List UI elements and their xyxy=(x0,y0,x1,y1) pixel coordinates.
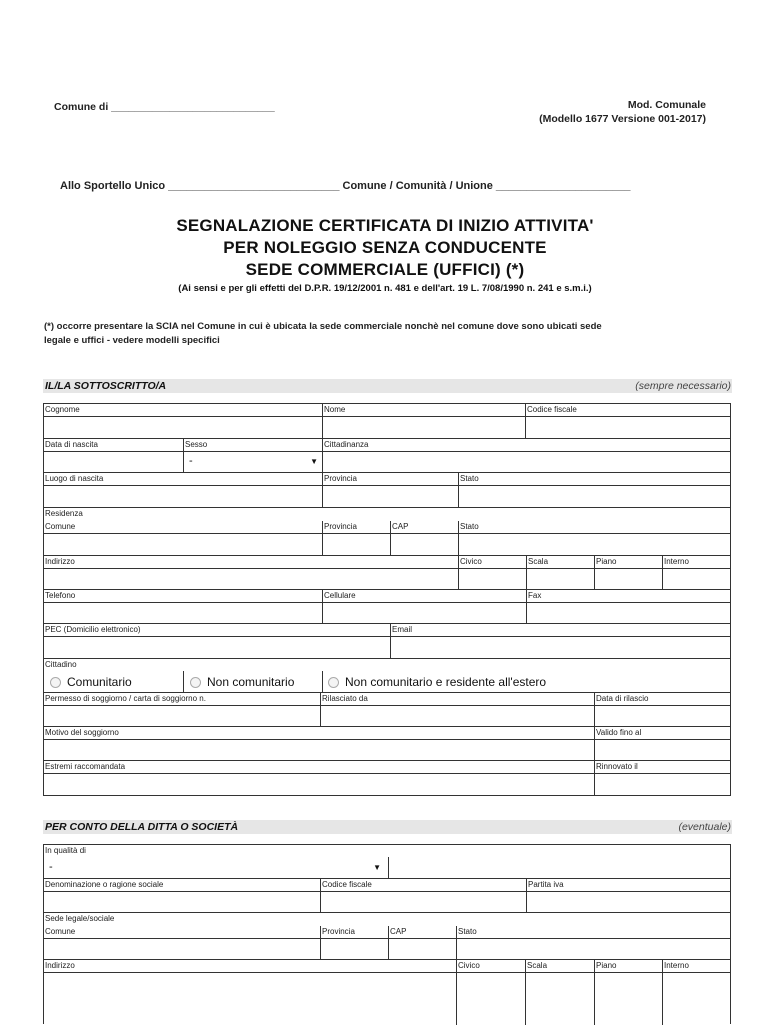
sede-provincia-label: Provincia xyxy=(321,926,389,939)
qualita-select[interactable] xyxy=(44,857,389,879)
sede-comune-label: Comune xyxy=(44,926,321,939)
nome-label: Nome xyxy=(323,404,526,417)
sede-piano-input[interactable] xyxy=(595,973,663,1025)
sede-interno-input[interactable] xyxy=(663,973,731,1025)
sesso-select[interactable] xyxy=(184,452,323,473)
section-sottoscritto-header xyxy=(43,379,732,393)
telefono-input[interactable] xyxy=(44,603,323,624)
email-input[interactable] xyxy=(391,637,731,659)
data-nascita-input[interactable] xyxy=(44,452,184,473)
sede-interno-label: Interno xyxy=(663,960,731,973)
motivo-input[interactable] xyxy=(44,740,595,761)
modello-version: (Modello 1677 Versione 001-2017) xyxy=(539,113,706,125)
cap-residenza-label: CAP xyxy=(391,521,459,534)
denominazione-input[interactable] xyxy=(44,892,321,913)
data-rilascio-input[interactable] xyxy=(595,706,731,727)
comune-residenza-input[interactable] xyxy=(44,534,323,556)
sede-cap-label: CAP xyxy=(389,926,457,939)
stato-residenza-label: Stato xyxy=(459,521,731,534)
provincia-nascita-input[interactable] xyxy=(323,486,459,508)
comune-residenza-label: Comune xyxy=(44,521,323,534)
sede-civico-label: Civico xyxy=(457,960,526,973)
telefono-label: Telefono xyxy=(44,590,323,603)
sede-indirizzo-label: Indirizzo xyxy=(44,960,457,973)
scala-input[interactable] xyxy=(527,569,595,590)
civico-input[interactable] xyxy=(459,569,527,590)
ditta-codice-fiscale-input[interactable] xyxy=(321,892,527,913)
cellulare-input[interactable] xyxy=(323,603,527,624)
cittadinanza-input[interactable] xyxy=(323,452,731,473)
chevron-down-icon: ▼ xyxy=(373,863,381,872)
cognome-label: Cognome xyxy=(44,404,323,417)
radio-comunitario[interactable]: Comunitario xyxy=(50,675,132,689)
motivo-label: Motivo del soggiorno xyxy=(44,727,595,740)
sede-scala-label: Scala xyxy=(526,960,595,973)
section-note: (sempre necessario) xyxy=(635,380,731,392)
email-label: Email xyxy=(391,624,731,637)
codice-fiscale-label: Codice fiscale xyxy=(526,404,731,417)
qualita-value: - xyxy=(49,861,53,873)
luogo-nascita-label: Luogo di nascita xyxy=(44,473,323,486)
radio-residente-estero[interactable]: Non comunitario e residente all'estero xyxy=(328,675,546,689)
denominazione-label: Denominazione o ragione sociale xyxy=(44,879,321,892)
fax-label: Fax xyxy=(527,590,731,603)
radio-non-comunitario[interactable]: Non comunitario xyxy=(190,675,294,689)
interno-input[interactable] xyxy=(663,569,731,590)
cittadino-opt1-cell xyxy=(44,671,184,693)
partita-iva-input[interactable] xyxy=(527,892,731,913)
rilasciato-label: Rilasciato da xyxy=(321,693,595,706)
codice-fiscale-input[interactable] xyxy=(526,417,731,439)
provincia-nascita-label: Provincia xyxy=(323,473,459,486)
cognome-input[interactable] xyxy=(44,417,323,439)
estremi-label: Estremi raccomandata xyxy=(44,761,595,774)
stato-nascita-label: Stato xyxy=(459,473,731,486)
indirizzo-input[interactable] xyxy=(44,569,459,590)
nome-input[interactable] xyxy=(323,417,526,439)
provincia-residenza-label: Provincia xyxy=(323,521,391,534)
legal-reference: (Ai sensi e per gli effetti del D.P.R. 19/12/2001 n. 481 e dell'art. 19 L. 7/08/1990 n. 241 e s.m.i.) xyxy=(178,283,592,294)
sesso-label: Sesso xyxy=(184,439,323,452)
permesso-label: Permesso di soggiorno / carta di soggiorno n. xyxy=(44,693,321,706)
sede-piano-label: Piano xyxy=(595,960,663,973)
title-line-1: SEGNALAZIONE CERTIFICATA DI INIZIO ATTIVITA' xyxy=(176,216,594,235)
valido-input[interactable] xyxy=(595,740,731,761)
permesso-input[interactable] xyxy=(44,706,321,727)
data-rilascio-label: Data di rilascio xyxy=(595,693,731,706)
sede-comune-input[interactable] xyxy=(44,939,321,960)
sede-label: Sede legale/sociale xyxy=(45,914,115,923)
chevron-down-icon: ▼ xyxy=(310,457,318,466)
ditta-codice-fiscale-label: Codice fiscale xyxy=(321,879,527,892)
rinnovato-label: Rinnovato il xyxy=(595,761,731,774)
provincia-residenza-input[interactable] xyxy=(323,534,391,556)
fax-input[interactable] xyxy=(527,603,731,624)
sede-stato-input[interactable] xyxy=(457,939,731,960)
civico-label: Civico xyxy=(459,556,527,569)
cittadino-opt2-cell xyxy=(184,671,323,693)
interno-label: Interno xyxy=(663,556,731,569)
rilasciato-input[interactable] xyxy=(321,706,595,727)
section-title: IL/LA SOTTOSCRITTO/A xyxy=(45,380,167,392)
indirizzo-label: Indirizzo xyxy=(44,556,459,569)
sede-scala-input[interactable] xyxy=(526,973,595,1025)
sede-indirizzo-input[interactable] xyxy=(44,973,457,1025)
section-ditta-header xyxy=(43,820,732,834)
sede-civico-input[interactable] xyxy=(457,973,526,1025)
cittadino-opt3-cell xyxy=(323,671,731,693)
valido-label: Valido fino al xyxy=(595,727,731,740)
sottoscritto-form xyxy=(43,403,731,796)
partita-iva-label: Partita iva xyxy=(527,879,731,892)
rinnovato-input[interactable] xyxy=(595,774,731,795)
piano-input[interactable] xyxy=(595,569,663,590)
cap-residenza-input[interactable] xyxy=(391,534,459,556)
sede-provincia-input[interactable] xyxy=(321,939,389,960)
piano-label: Piano xyxy=(595,556,663,569)
data-nascita-label: Data di nascita xyxy=(44,439,184,452)
section-note: (eventuale) xyxy=(678,821,731,833)
sesso-value: - xyxy=(189,455,193,467)
ditta-form xyxy=(43,844,731,1024)
scala-label: Scala xyxy=(527,556,595,569)
pec-label: PEC (Domicilio elettronico) xyxy=(44,624,391,637)
cellulare-label: Cellulare xyxy=(323,590,527,603)
sede-stato-label: Stato xyxy=(457,926,731,939)
qualita-label: In qualità di xyxy=(45,846,86,855)
stato-nascita-input[interactable] xyxy=(459,486,731,508)
cittadinanza-label: Cittadinanza xyxy=(323,439,731,452)
sportello-line: Allo Sportello Unico ____________________________ Comune / Comunità / Unione ______________________ xyxy=(60,180,631,192)
title-line-3: SEDE COMMERCIALE (UFFICI) (*) xyxy=(245,260,525,279)
pec-input[interactable] xyxy=(44,637,391,659)
stato-residenza-input[interactable] xyxy=(459,534,731,556)
note-line-2: legale e uffici - vedere modelli specifici xyxy=(44,335,220,346)
residenza-label: Residenza xyxy=(45,509,83,518)
cittadino-label: Cittadino xyxy=(45,660,77,669)
qualita-extra-input[interactable] xyxy=(389,857,731,879)
mod-comunale: Mod. Comunale xyxy=(627,99,706,111)
luogo-nascita-input[interactable] xyxy=(44,486,323,508)
note-line-1: (*) occorre presentare la SCIA nel Comune in cui è ubicata la sede commerciale nonchè nel comune dove sono ubicati sede xyxy=(44,321,602,332)
estremi-input[interactable] xyxy=(44,774,595,795)
title-line-2: PER NOLEGGIO SENZA CONDUCENTE xyxy=(223,238,547,257)
sede-cap-input[interactable] xyxy=(389,939,457,960)
comune-label: Comune di ____________________________ xyxy=(54,101,275,113)
section-title: PER CONTO DELLA DITTA O SOCIETÀ xyxy=(45,821,239,833)
